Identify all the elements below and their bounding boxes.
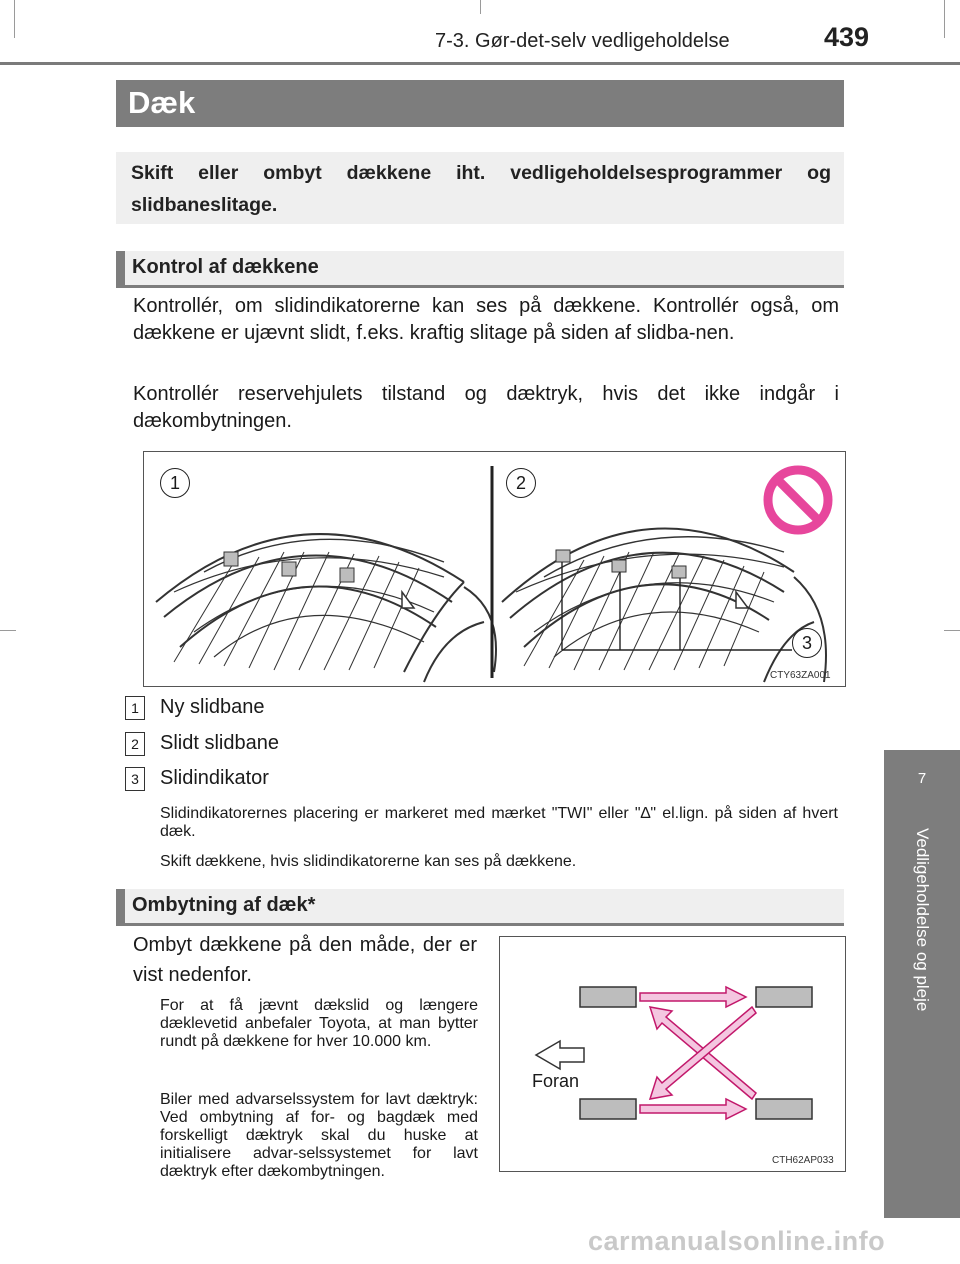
page-number: 439 xyxy=(824,22,870,52)
tire-check-note-1: Slidindikatorernes placering er markeret med mærket "TWI" eller "∆" el.lign. på siden af hvert dæk. xyxy=(160,805,838,840)
rotation-note-1: For at få jævnt dækslid og længere dæklevetid anbefaler Toyota, at man bytter rundt på dækkene for hver 10.000 km. xyxy=(160,997,478,1050)
tire-check-note-2: Skift dækkene, hvis slidindikatorerne kan ses på dækkene. xyxy=(160,853,577,870)
crop-mark xyxy=(14,0,15,38)
tire-check-paragraph-2: Kontrollér reservehjulets tilstand og dæktryk, hvis det ikke indgår i dækombytningen. xyxy=(133,383,839,432)
header-rule xyxy=(0,62,960,65)
callout-1: 1 xyxy=(160,468,190,498)
legend-number-1: 1 xyxy=(125,696,145,720)
page-title: Dæk xyxy=(128,85,196,120)
watermark: carmanualsonline.info xyxy=(588,1226,886,1256)
tire-wear-figure xyxy=(143,451,846,687)
callout-2: 2 xyxy=(506,468,536,498)
legend-label-1: Ny slidbane xyxy=(160,696,265,718)
title-bar xyxy=(116,80,844,127)
crop-mark xyxy=(944,630,960,631)
tire-rotation-figure xyxy=(499,936,846,1172)
front-label: Foran xyxy=(532,1071,580,1091)
rotation-note-2: Biler med advarselssystem for lavt dæktryk: Ved ombytning af for- og bagdæk med forskelligt dæktryk skal du huske at initialisere advar-selssystemet for lavt dæktryk efter dækombytningen. xyxy=(160,1091,478,1180)
chapter-title: Vedligeholdelse og pleje xyxy=(913,828,932,1012)
rotation-paragraph: Ombyt dækkene på den måde, der er vist nedenfor. xyxy=(133,934,477,986)
crop-mark xyxy=(480,0,481,14)
callout-3: 3 xyxy=(792,628,822,658)
intro-text: Skift eller ombyt dækkene iht. vedligeholdelsesprogrammer og slidbaneslitage. xyxy=(131,162,831,216)
crop-mark xyxy=(0,630,16,631)
subheading-tire-rotation: Ombytning af dæk* xyxy=(116,889,844,926)
figure-code: CTY63ZA001 xyxy=(770,670,831,681)
subheading-tire-check: Kontrol af dækkene xyxy=(116,251,844,288)
legend-number-3: 3 xyxy=(125,767,145,791)
crop-mark xyxy=(944,0,945,38)
tire-check-paragraph-1: Kontrollér, om slidindikatorerne kan ses på dækkene. Kontrollér også, om dækkene er ujævnt slidt, f.eks. kraftig slitage på siden af slidba-nen. xyxy=(133,295,839,344)
figure-code: CTH62AP033 xyxy=(772,1155,834,1166)
section-title: 7-3. Gør-det-selv vedligeholdelse xyxy=(435,30,730,52)
legend-label-3: Slidindikator xyxy=(160,767,269,789)
chapter-number: 7 xyxy=(917,770,927,787)
legend-number-2: 2 xyxy=(125,732,145,756)
legend-label-2: Slidt slidbane xyxy=(160,732,279,754)
